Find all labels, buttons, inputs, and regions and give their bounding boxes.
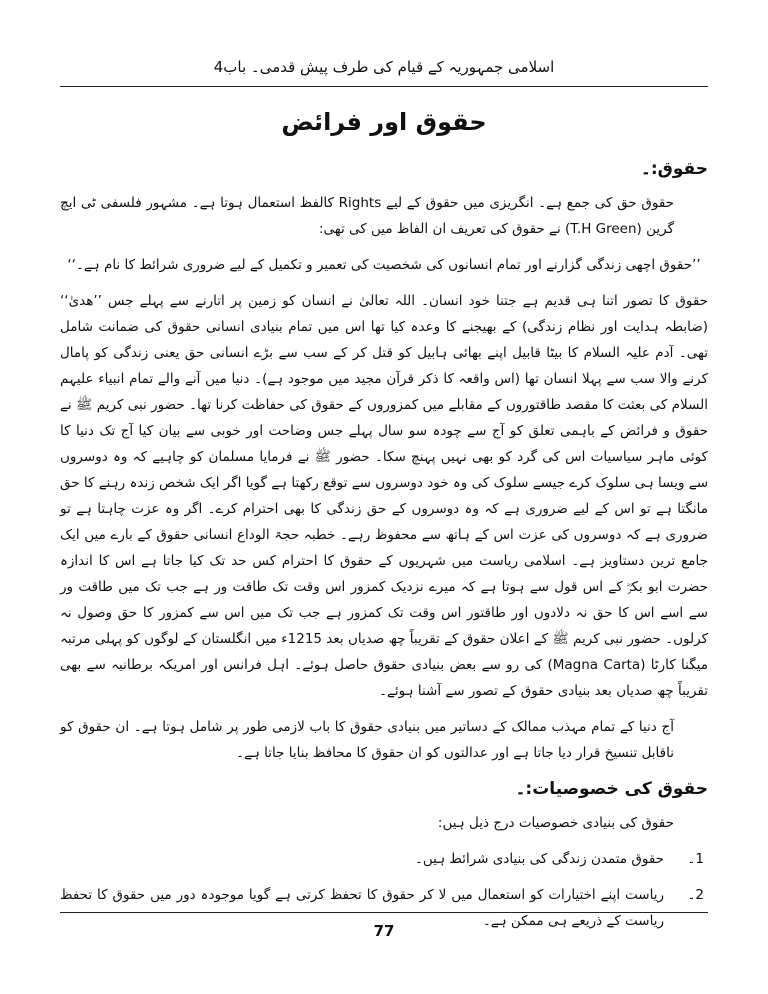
characteristics-intro: حقوق کی بنیادی خصوصیات درج ذیل ہیں: [437, 815, 674, 831]
running-head: اسلامی جمہوریہ کے قیام کی طرف پیش قدمی۔ باب4 [213, 58, 555, 76]
list-item-text: ریاست اپنے اختیارات کو استعمال میں لا کر حقوق کا تحفظ کرتی ہے گویا موجودہ دور میں حقوق کا تحفظ ریاست کے ذریعے ہی ممکن ہے۔ [60, 887, 664, 929]
section-heading-rights: حقوق:۔ [640, 159, 708, 179]
page-number: 77 [373, 922, 395, 940]
header-rule [60, 86, 708, 87]
footer-rule [60, 912, 708, 913]
list-item-text: حقوق متمدن زندگی کی بنیادی شرائط ہیں۔ [414, 851, 664, 867]
green-quote: ’’حقوق اچھی زندگی گزارنے اور تمام انسانوں کی شخصیت کی تعمیر و تکمیل کے لیے ضروری شرائط کا نام ہے۔‘‘ [67, 257, 701, 273]
page-title: حقوق اور فرائض [281, 108, 487, 136]
paragraph-definition: حقوق حق کی جمع ہے۔ انگریزی میں حقوق کے لیے Rights کالفظ استعمال ہوتا ہے۔ مشہور فلسفی ٹی ایچ گرین (T.H Green) نے حقوق کی تعریف ان الفاظ میں کی تھی: [60, 195, 674, 237]
body-content [60, 150, 708, 944]
paragraph-modern: آج دنیا کے تمام مہذب ممالک کے دساتیر میں بنیادی حقوق کا باب لازمی طور پر شامل ہوتا ہے۔ ان حقوق کو ناقابل تنسیخ قرار دیا جاتا ہے اور عدالتوں کو ان حقوق کا محافظ بنایا جاتا ہے۔ [60, 719, 674, 761]
paragraph-history: حقوق کا تصور اتنا ہی قدیم ہے جتنا خود انسان۔ اللہ تعالیٰ نے انسان کو زمین پر اتارنے سے پہلے جس ’’ھدیٰ‘‘ (ضابطہ ہدایت اور نظام زندگی) کے بھیجنے کا وعدہ کیا تھا اس میں تمام بنیادی انسانی حقوق کی ضمانت شامل تھی۔ آدم علیہ السلام کا بیٹا قابیل اپنے بھائی ہابیل کو قتل کر کے سب سے بڑے انسانی حق یعنی زندگی کو پامال کرنے والا سب سے پہلا انسان تھا (اس واقعہ کا ذکر قرآن مجید میں موجود ہے)۔ دنیا میں آنے والے تمام انبیاء علیہم السلام کی بعثت کا مقصد طاقتوروں کے مقابلے میں کمزوروں کے حقوق کی حفاظت کرنا تھا۔ حضور نبی کریم ﷺ نے حقوق و فرائض کے باہمی تعلق کو آج سے چودہ سو سال پہلے جس وضاحت اور خوبی سے بیان کیا آج تک دنیا کا کوئی ماہر سیاسیات اس کی گرد کو بھی نہیں پہنچ سکا۔ حضور ﷺ نے فرمایا مسلمان کو چاہیے کہ وہ دوسروں سے ویسا ہی سلوک کرے جیسے سلوک کی وہ خود دوسروں سے توقع رکھتا ہے گویا اگر ایک شخص زندہ رہنے کا حق مانگتا ہے تو اس کے لیے ضروری ہے کہ وہ دوسروں کے حق زندگی کا بھی احترام کرے۔ اگر وہ عزت چاہتا ہے تو ضروری ہے کہ دوسروں کی عزت اس کے ہاتھ سے محفوظ رہے۔ خطبہ حجۃ الوداع انسانی حقوق کے بارے میں ایک جامع ترین دستاویز ہے۔ اسلامی ریاست میں شہریوں کے حقوق کا احترام کس حد تک کیا جاتا ہے اس کا اندازہ حضرت ابو بکرؓ کے اس قول سے ہوتا ہے کہ میرے نزدیک کمزور اس وقت تک طاقت ور ہے جب تک میں طاقت ور سے اسے اس کا حق نہ دلادوں اور طاقتور اس وقت تک کمزور ہے جب تک میں اس سے کمزور کا حق وصول نہ کرلوں۔ حضور نبی کریم ﷺ کے اعلان حقوق کے تقریباً چھ صدیاں بعد 1215ء میں انگلستان کے لوگوں کو پہلی مرتبہ میگنا کارٹا (Magna Carta) کی رو سے بعض بنیادی حقوق حاصل ہوئے۔ اہل فرانس اور امریکہ برطانیہ سے بھی تقریباً چھ صدیاں بعد بنیادی حقوق کے تصور سے آشنا ہوئے۔ [60, 293, 708, 699]
list-item [60, 846, 708, 872]
list-item-number: 2۔ [687, 887, 704, 903]
list-item-number: 1۔ [687, 851, 704, 867]
section-heading-characteristics: حقوق کی خصوصیات:۔ [515, 779, 708, 799]
